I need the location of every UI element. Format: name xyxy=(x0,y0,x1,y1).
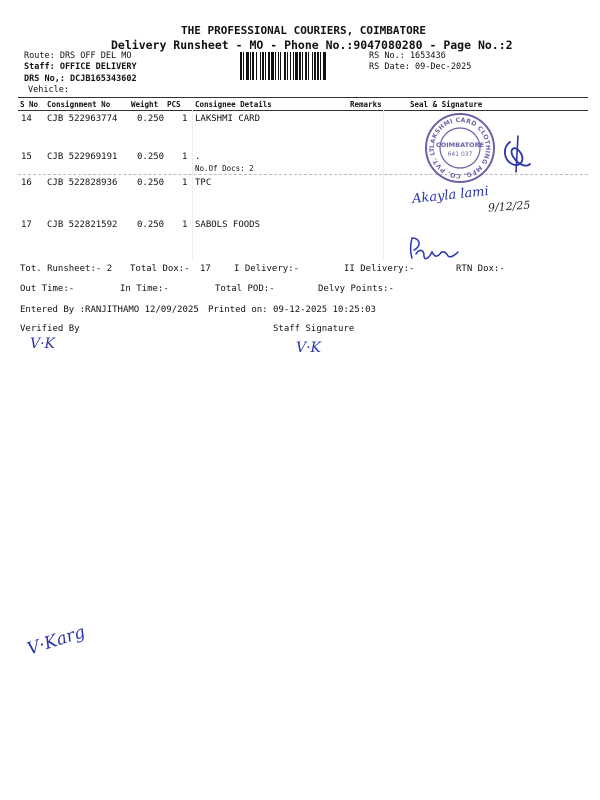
row-pcs: 1 xyxy=(182,220,188,230)
printed-on: Printed on: 09-12-2025 10:25:03 xyxy=(208,305,376,315)
ii-delivery: II Delivery:- xyxy=(344,264,415,274)
table-row xyxy=(0,220,600,234)
bottom-signature: V·Karg xyxy=(24,622,88,660)
total-dox: Total Dox:- xyxy=(130,264,190,274)
company-seal-stamp xyxy=(424,112,496,184)
table-row xyxy=(0,114,600,128)
stamp-city: COIMBATORE xyxy=(435,141,485,149)
row-doc-count: No.Of Docs: 2 xyxy=(195,164,254,173)
out-time: Out Time:- xyxy=(20,284,75,294)
verified-initials: V·K xyxy=(30,336,56,352)
row-consignee: SABOLS FOODS xyxy=(195,220,261,230)
row-consignment-no: CJB 522821592 xyxy=(47,220,118,230)
row-sno: 16 xyxy=(21,178,32,188)
company-title: THE PROFESSIONAL COURIERS, COIMBATORE xyxy=(181,24,427,37)
row-weight: 0.250 xyxy=(137,152,165,162)
i-delivery: I Delivery:- xyxy=(234,264,300,274)
row-consignee: TPC xyxy=(195,178,212,188)
in-time: In Time:- xyxy=(120,284,169,294)
row-consignment-no: CJB 522969191 xyxy=(47,152,118,162)
table-top-rule xyxy=(18,97,588,98)
row-weight: 0.250 xyxy=(137,178,165,188)
tot-runsheet: Tot. Runsheet:- 2 xyxy=(20,264,113,274)
row-consignee: LAKSHMI CARD xyxy=(195,114,261,124)
entered-by: Entered By :RANJITHAMO 12/09/2025 xyxy=(20,305,199,315)
row-separator xyxy=(18,174,588,175)
row-sno: 17 xyxy=(21,220,32,230)
runsheet-subtitle: Delivery Runsheet - MO - Phone No.:9047080280 - Page No.:2 xyxy=(111,38,513,52)
col-consignee: Consignee Details xyxy=(195,100,272,109)
handwritten-signature-row15 xyxy=(500,134,534,174)
rtn-dox: RTN Dox:- xyxy=(456,264,505,274)
table-header-rule xyxy=(18,110,588,111)
route-label: Route: DRS OFF DEL MO xyxy=(24,51,132,61)
staff-label: Staff: OFFICE DELIVERY xyxy=(24,62,137,72)
col-weight: Weight xyxy=(131,100,159,109)
rs-number: RS No.: 1653436 xyxy=(369,51,446,61)
table-row xyxy=(0,178,600,192)
verified-by-label: Verified By xyxy=(20,324,80,334)
row-pcs: 1 xyxy=(182,114,188,124)
row-pcs: 1 xyxy=(182,152,188,162)
col-remarks: Remarks xyxy=(350,100,382,109)
row-weight: 0.250 xyxy=(137,220,165,230)
delvy-points: Delvy Points:- xyxy=(318,284,394,294)
staff-signature-label: Staff Signature xyxy=(273,324,355,334)
row-pcs: 1 xyxy=(182,178,188,188)
staff-initials: V·K xyxy=(296,340,322,356)
row-consignment-no: CJB 522963774 xyxy=(47,114,118,124)
row-sno: 14 xyxy=(21,114,32,124)
barcode xyxy=(240,52,364,80)
col-consignment: Consignment No xyxy=(47,100,111,109)
row-weight: 0.250 xyxy=(137,114,165,124)
total-dox-value: 17 xyxy=(200,264,211,274)
col-seal-signature: Seal & Signature xyxy=(410,100,483,109)
stamp-ring-text: LAKSHMI CARD CLOTHING MFG. CO. PVT. LT xyxy=(428,116,492,180)
vehicle-label: Vehicle: xyxy=(28,85,69,95)
stamp-pin: 641 037 xyxy=(447,151,473,158)
rs-date: RS Date: 09-Dec-2025 xyxy=(369,62,472,72)
row-consignment-no: CJB 522828936 xyxy=(47,178,118,188)
col-sno: S No xyxy=(20,100,39,109)
handwritten-date-row16: 9/12/25 xyxy=(487,198,531,215)
row-consignee: . xyxy=(195,152,201,162)
handwritten-signature-row16: Akayla lami xyxy=(411,184,490,207)
drs-number: DRS No,: DCJB165343602 xyxy=(24,74,137,84)
total-pod: Total POD:- xyxy=(215,284,275,294)
col-pcs: PCS xyxy=(167,100,181,109)
row-sno: 15 xyxy=(21,152,32,162)
handwritten-signature-row17 xyxy=(404,234,464,264)
